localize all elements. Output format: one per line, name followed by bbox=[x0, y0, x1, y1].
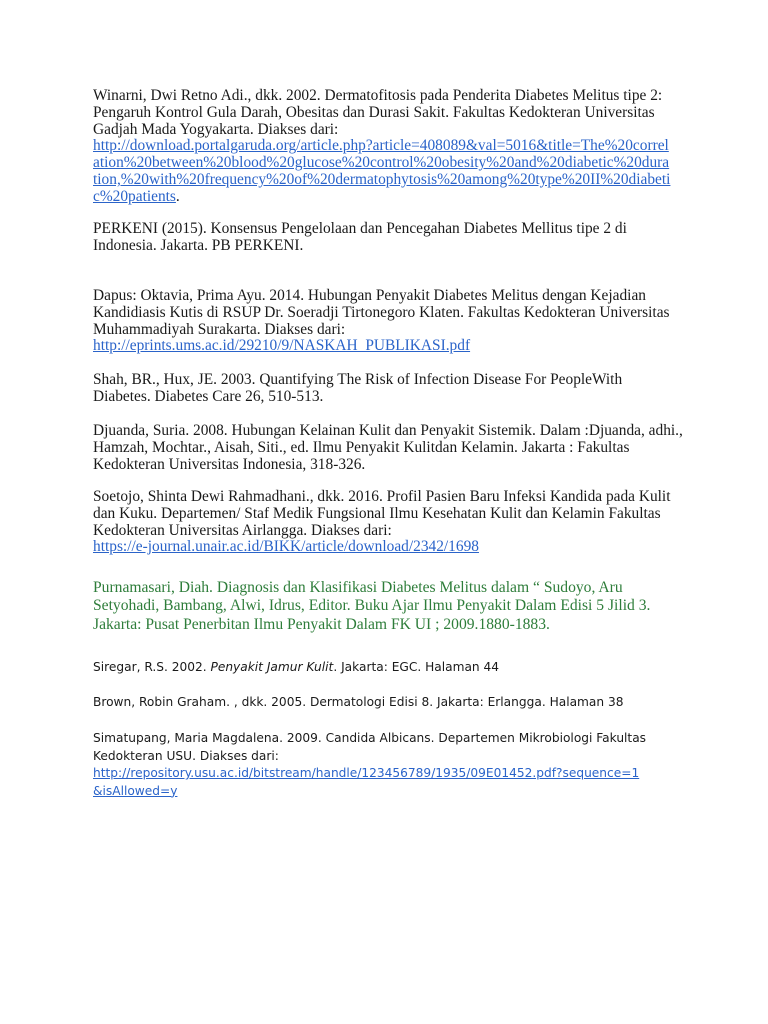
reference-winarni bbox=[93, 88, 683, 206]
reference-text: Shah, BR., Hux, JE. 2003. Quantifying The Risk of Infection Disease For PeopleWith Diabetes. Diabetes Care 26, 510-513. bbox=[93, 371, 623, 405]
reference-text: Dapus: Oktavia, Prima Ayu. 2014. Hubungan Penyakit Diabetes Melitus dengan Kejadian Kandidiasis Kutis di RSUP Dr. Soeradji Tirtonegoro Klaten. Fakultas Kedokteran Universitas Muhammadiyah Surakarta. Diakses dari: bbox=[93, 287, 670, 338]
link-line: http://download.portalgaruda.org/article.php?article=408089&val=5016&title=The%20correl bbox=[93, 137, 669, 155]
link-line: c%20patients bbox=[93, 187, 176, 205]
link-line: tion,%20with%20frequency%20of%20dermatophytosis%20among%20type%20II%20diabeti bbox=[93, 170, 671, 188]
link-line: &isAllowed=y bbox=[93, 783, 178, 798]
reference-link-unair[interactable]: https://e-journal.unair.ac.id/BIKK/article/download/2342/1698 bbox=[93, 538, 479, 556]
link-line: ation%20between%20blood%20glucose%20control%20obesity%20and%20diabetic%20dura bbox=[93, 154, 670, 172]
link-line: http://repository.usu.ac.id/bitstream/handle/123456789/1935/09E01452.pdf?sequence=1 bbox=[93, 766, 640, 780]
reference-link-portalgaruda[interactable] bbox=[93, 138, 683, 204]
reference-text: Winarni, Dwi Retno Adi., dkk. 2002. Dermatofitosis pada Penderita Diabetes Melitus tipe 2: Pengaruh Kontrol Gula Darah, Obesitas dan Durasi Sakit. Fakultas Kedokteran Universitas Gadjah Mada Yogyakarta. Diakses dari: bbox=[93, 87, 663, 138]
reference-siregar bbox=[93, 659, 683, 677]
reference-text-before: Siregar, R.S. 2002. bbox=[93, 660, 211, 674]
reference-text: Simatupang, Maria Magdalena. 2009. Candida Albicans. Departemen Mikrobiologi Fakultas Kedokteran USU. Diakses dari: bbox=[93, 731, 647, 763]
reference-line: Setyohadi, Bambang, Alwi, Idrus, Editor. Buku Ajar Ilmu Penyakit Dalam Edisi 5 Jilid 3. bbox=[93, 597, 651, 615]
reference-line: Jakarta: Pusat Penerbitan Ilmu Penyakit Dalam FK UI ; 2009.1880-1883. bbox=[93, 615, 550, 633]
reference-simatupang bbox=[93, 730, 683, 800]
reference-purnamasari bbox=[93, 579, 693, 634]
reference-text: Djuanda, Suria. 2008. Hubungan Kelainan Kulit dan Penyakit Sistemik. Dalam :Djuanda, adhi., Hamzah, Mochtar., Aisah, Siti., ed. Ilmu Penyakit Kulitdan Kelamin. Jakarta : Fakultas Kedokteran Universitas Indonesia, 318-326. bbox=[93, 422, 683, 473]
reference-trailing: . bbox=[175, 187, 180, 205]
reference-brown bbox=[93, 694, 683, 712]
reference-text: PERKENI (2015). Konsensus Pengelolaan dan Pencegahan Diabetes Mellitus tipe 2 di Indonesia. Jakarta. PB PERKENI. bbox=[93, 220, 627, 254]
reference-perkeni bbox=[93, 221, 683, 255]
reference-text: Brown, Robin Graham. , dkk. 2005. Dermatologi Edisi 8. Jakarta: Erlangga. Halaman 38 bbox=[93, 695, 624, 709]
reference-text-after: . Jakarta: EGC. Halaman 44 bbox=[333, 660, 500, 674]
reference-text: Soetojo, Shinta Dewi Rahmadhani., dkk. 2016. Profil Pasien Baru Infeksi Kandida pada Kulit dan Kuku. Departemen/ Staf Medik Fungsional Ilmu Kesehatan Kulit dan Kelamin Fakultas Kedokteran Universitas Airlangga. Diakses dari: bbox=[93, 488, 671, 539]
reference-djuanda bbox=[93, 423, 683, 473]
reference-title-italic: Penyakit Jamur Kulit bbox=[210, 660, 334, 674]
reference-soetojo bbox=[93, 489, 683, 556]
reference-link-usu[interactable] bbox=[93, 765, 683, 800]
reference-oktavia bbox=[93, 288, 683, 355]
reference-shah bbox=[93, 372, 683, 406]
reference-link-eprints[interactable]: http://eprints.ums.ac.id/29210/9/NASKAH_PUBLIKASI.pdf bbox=[93, 337, 471, 355]
reference-line: Purnamasari, Diah. Diagnosis dan Klasifikasi Diabetes Melitus dalam “ Sudoyo, Aru bbox=[93, 579, 623, 596]
